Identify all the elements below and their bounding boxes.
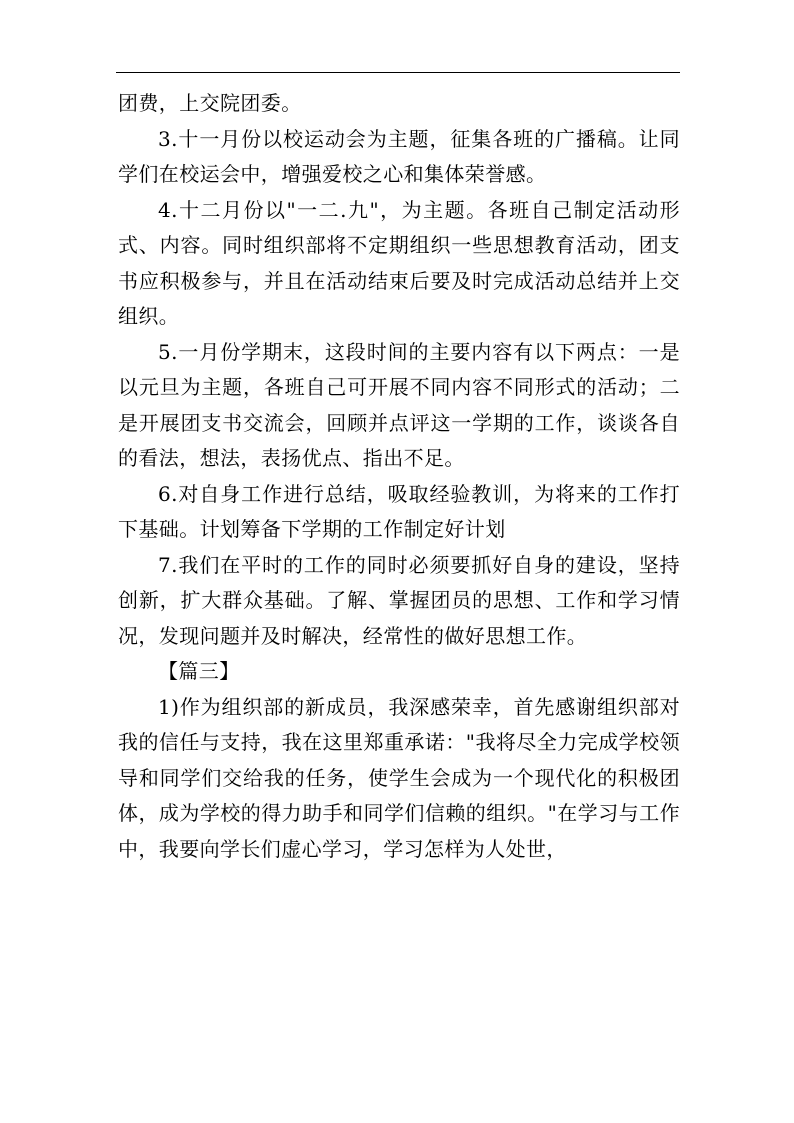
paragraph-continued: 团费，上交院团委。 <box>118 91 302 115</box>
section-heading: 【篇三】 <box>158 659 240 683</box>
document-body <box>118 86 680 867</box>
paragraph-item-3: 3.十一月份以校运动会为主题，征集各班的广播稿。让同学们在校运会中，增强爱校之心和集体荣誉感。 <box>118 126 680 186</box>
paragraph-section3-item-1: 1)作为组织部的新成员，我深感荣幸，首先感谢组织部对我的信任与支持，我在这里郑重承诺："我将尽全力完成学校领导和同学们交给我的任务，使学生会成为一个现代化的积极团体，成为学校的得力助手和同学们信赖的组织。"在学习与工作中，我要向学长们虚心学习，学习怎样为人处世， <box>118 694 680 861</box>
header-rule <box>116 72 680 73</box>
paragraph-item-4: 4.十二月份以"一二.九"，为主题。各班自己制定活动形式、内容。同时组织部将不定期组织一些思想教育活动，团支书应积极参与，并且在活动结束后要及时完成活动总结并上交组织。 <box>118 197 680 328</box>
paragraph-item-5: 5.一月份学期末，这段时间的主要内容有以下两点：一是以元旦为主题，各班自己可开展不同内容不同形式的活动；二是开展团支书交流会，回顾并点评这一学期的工作，谈谈各自的看法，想法，表扬优点、指出不足。 <box>118 339 680 470</box>
paragraph-item-7: 7.我们在平时的工作的同时必须要抓好自身的建设，坚持创新，扩大群众基础。了解、掌握团员的思想、工作和学习情况，发现问题并及时解决，经常性的做好思想工作。 <box>118 552 680 648</box>
paragraph-item-6: 6.对自身工作进行总结，吸取经验教训，为将来的工作打下基础。计划筹备下学期的工作制定好计划 <box>118 481 680 541</box>
